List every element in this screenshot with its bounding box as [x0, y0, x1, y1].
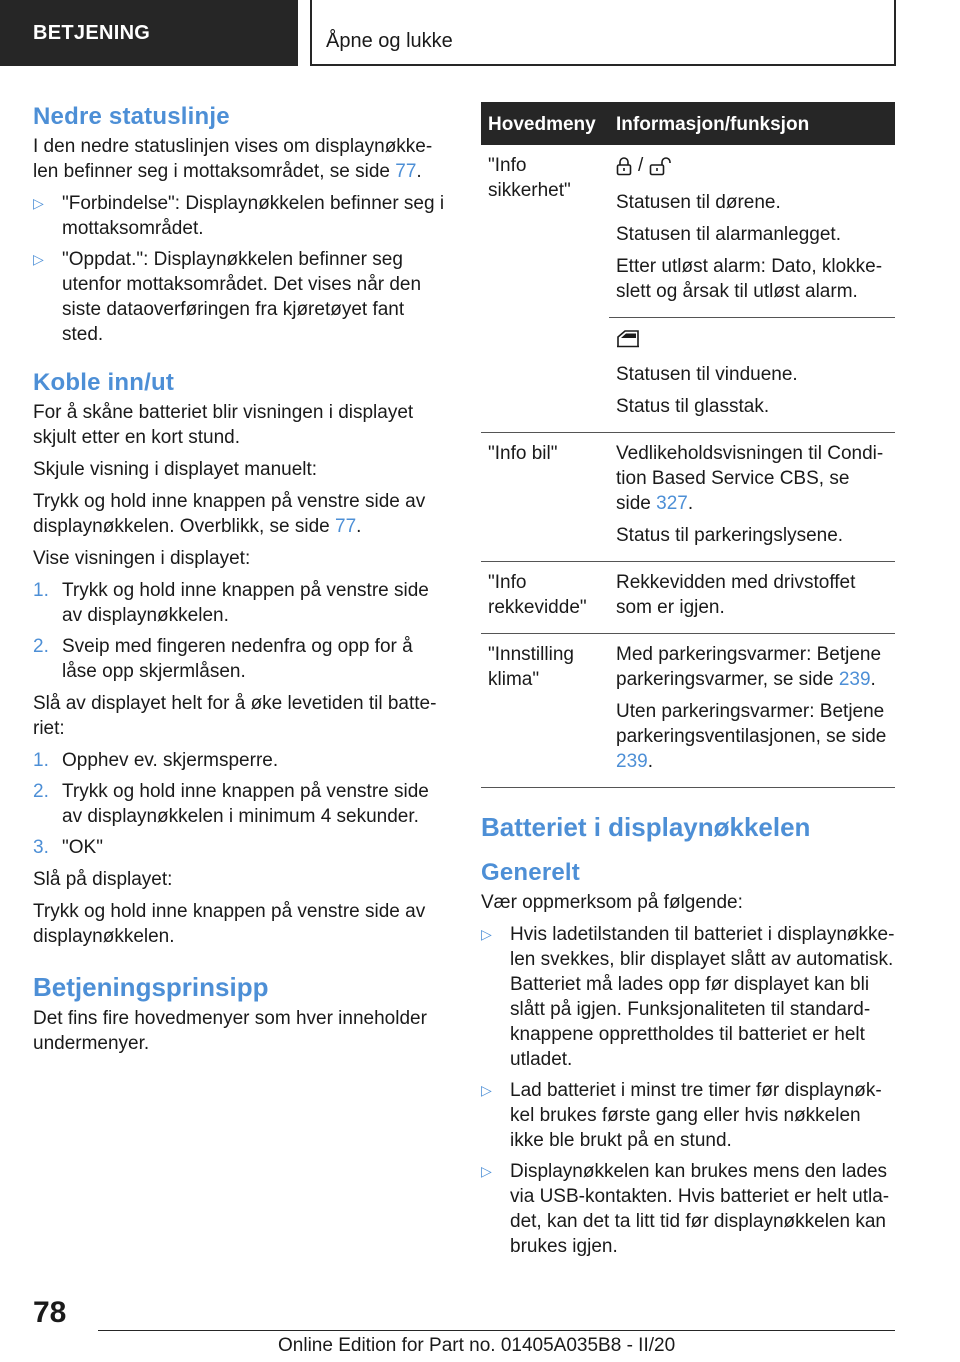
text: . [647, 751, 653, 772]
heading-nedre-statuslinje: Nedre statuslinje [33, 103, 230, 130]
header-chapter-box [310, 0, 896, 66]
paragraph [616, 642, 889, 692]
lock-closed-icon [616, 156, 632, 176]
list-item [33, 748, 448, 773]
page-number: 78 [33, 1296, 67, 1329]
table-cell: "Info sikkerhet" [481, 145, 609, 433]
bullet-triangle-icon: ▷ [33, 251, 44, 267]
list-item [33, 247, 448, 347]
page-link[interactable]: 77 [395, 161, 417, 182]
table-cell [609, 145, 895, 317]
table-header-cell: Informasjon/funksjon [609, 102, 895, 145]
list-item-text: Trykk og hold inne knappen på venstre side av displaynøkkelen. [62, 580, 429, 626]
paragraph: Rekkevidden med drivstoffet som er igjen. [616, 572, 856, 618]
list-item-text: Displaynøkkelen kan brukes mens den lades via USB-kontakten. Hvis batteriet er helt utladet, kan det ta litt tid før displaynøkkelen kan brukes igjen. [510, 1161, 890, 1257]
step-number: 1. [33, 750, 49, 771]
table-cell: "Innstilling klima" [481, 634, 609, 788]
header-chapter: Åpne og lukke [326, 30, 453, 52]
list-item-text: "OK" [62, 837, 103, 858]
paragraph: Vise visningen i displayet: [33, 548, 251, 569]
bullet-triangle-icon: ▷ [481, 1082, 492, 1098]
step-number: 2. [33, 636, 49, 657]
text: . [416, 161, 422, 182]
text: I den nedre statuslinjen vises om displaynøkkelen befinner seg i mottaksområdet, se side [33, 136, 433, 182]
table-cell: "Info bil" [481, 433, 609, 562]
paragraph: Status til glasstak. [616, 396, 770, 417]
paragraph: Status til parkeringslysene. [616, 525, 844, 546]
paragraph: Trykk og hold inne knappen på venstre side av displaynøkkelen. [33, 901, 426, 947]
list-item-text: Hvis ladetilstanden til batteriet i displaynøkkelen svekkes, blir displayet slått av automatisk. Batteriet må lades opp før displayet kan bli slått på igjen. Funksjonaliteten til standardknappene opprettholdes til batteriet er helt utladet. [510, 924, 895, 1070]
table-row [481, 562, 895, 634]
table-cell [609, 433, 895, 562]
list-item-text: "Oppdat.": Displaynøkkelen befinner seg utenfor mottaksområdet. Det vises når den siste dataoverføringen fra kjøretøyet fant sted. [62, 249, 422, 345]
table-cell: "Info rekkevidde" [481, 562, 609, 634]
header-section: BETJENING [0, 0, 298, 66]
text: Uten parkeringsvarmer: Betjene parkeringsventilasjonen, se side [616, 701, 887, 747]
left-column [33, 102, 448, 1063]
list-item [33, 779, 448, 829]
paragraph: For å skåne batteriet blir visningen i displayet skjult etter en kort stund. [33, 402, 414, 448]
footer-divider [98, 1330, 895, 1331]
step-number: 2. [33, 781, 49, 802]
list-item-text: Trykk og hold inne knappen på venstre side av displaynøkkelen i minimum 4 sekunder. [62, 781, 429, 827]
list-item-text: Opphev ev. skjermsperre. [62, 750, 279, 771]
numbered-list [33, 748, 448, 860]
list-item [481, 1159, 895, 1259]
text: . [687, 493, 694, 514]
text: Trykk og hold inne knappen på venstre side av displaynøkkelen. Overblikk, se side [33, 491, 426, 537]
text: Vedlikeholdsvisningen til Condition Based Service CBS, se side [616, 443, 884, 514]
page-link[interactable]: 239 [616, 751, 648, 772]
page-link[interactable]: 239 [838, 669, 871, 690]
bullet-triangle-icon: ▷ [33, 195, 44, 211]
paragraph: Slå av displayet helt for å øke levetiden til batteriet: [33, 693, 437, 739]
paragraph: Skjule visning i displayet manuelt: [33, 459, 318, 480]
list-item [33, 191, 448, 241]
paragraph: Statusen til vinduene. [616, 364, 798, 385]
paragraph [33, 489, 448, 539]
text: . [870, 669, 876, 690]
menu-table [481, 102, 895, 788]
list-item-text: Lad batteriet i minst tre timer før displaynøkkel brukes første gang eller hvis nøkkelen ikke ble brukt på en stund. [510, 1080, 882, 1151]
table-cell [609, 562, 895, 634]
paragraph: Det fins fire hovedmenyer som hver inneholder undermenyer. [33, 1008, 427, 1054]
paragraph: Etter utløst alarm: Dato, klokkeslett og årsak til utløst alarm. [616, 255, 883, 302]
table-cell [609, 317, 895, 433]
bullet-triangle-icon: ▷ [481, 926, 492, 942]
page-link[interactable]: 327 [656, 493, 688, 514]
numbered-list [33, 578, 448, 684]
list-item [33, 634, 448, 684]
step-number: 1. [33, 580, 49, 601]
bullet-list [481, 922, 895, 1259]
paragraph [616, 699, 889, 774]
icon-separator: / [638, 155, 644, 176]
heading-batteriet: Batteriet i displaynøkkelen [481, 812, 811, 842]
bullet-triangle-icon: ▷ [481, 1163, 492, 1179]
paragraph [616, 441, 889, 516]
paragraph: Statusen til alarmanlegget. [616, 223, 841, 245]
list-item [481, 1078, 895, 1153]
table-header-cell: Hovedmeny [481, 102, 609, 145]
list-item-text: Sveip med fingeren nedenfra og opp for å låse opp skjermlåsen. [62, 636, 413, 682]
table-header-row [481, 102, 895, 145]
car-window-icon [616, 328, 640, 348]
step-number: 3. [33, 837, 49, 858]
heading-generelt: Generelt [481, 859, 580, 886]
footer-edition: Online Edition for Part no. 01405A035B8 - II/20 [278, 1335, 676, 1356]
icon-line [616, 326, 889, 356]
table-cell [609, 634, 895, 788]
lock-open-icon [649, 156, 671, 176]
text: Med parkeringsvarmer: Betjene parkeringsvarmer, se side [616, 644, 882, 690]
page-link[interactable]: 77 [335, 516, 357, 537]
text: . [356, 516, 362, 537]
paragraph: Statusen til dørene. [616, 191, 781, 213]
list-item [33, 578, 448, 628]
right-column [481, 102, 895, 1266]
list-item [33, 835, 448, 860]
table-row [481, 433, 895, 562]
heading-koble-inn-ut: Koble inn/ut [33, 369, 175, 396]
table-row [481, 634, 895, 788]
heading-betjeningsprinsipp: Betjeningsprinsipp [33, 972, 269, 1002]
paragraph: Vær oppmerksom på følgende: [481, 892, 743, 913]
list-item-text: "Forbindelse": Displaynøkkelen befinner seg i mottaksområdet. [62, 193, 445, 239]
icon-line [616, 153, 889, 183]
paragraph [33, 134, 448, 184]
paragraph: Slå på displayet: [33, 869, 173, 890]
table-row [481, 145, 895, 317]
list-item [481, 922, 895, 1072]
bullet-list [33, 191, 448, 347]
